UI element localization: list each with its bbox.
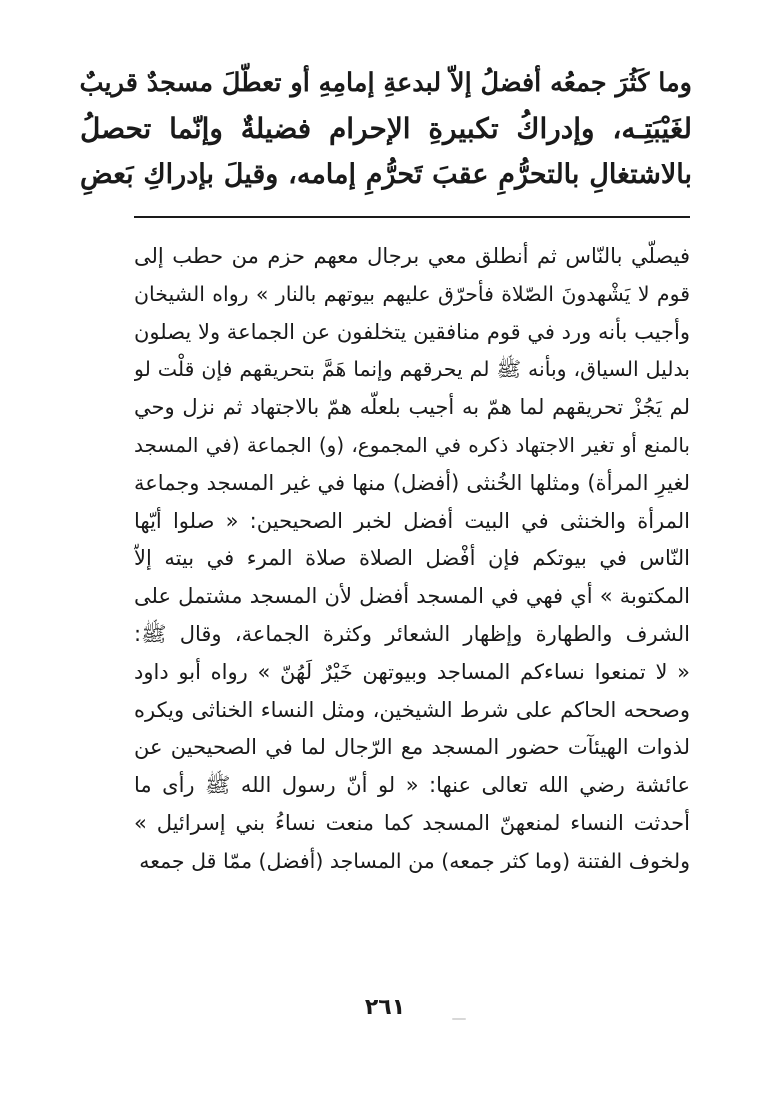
page-number: ٢٦١: [364, 995, 406, 1020]
sharh-line: المرأة والخنثى في البيت أفضل لخبر الصحيحين: « صلوا أيّها: [134, 508, 690, 533]
sharh-line: النّاس في بيوتكم فإن أفْضل الصلاة صلاة المرء في بيته إلاّ: [134, 546, 690, 571]
sharh-line: لذوات الهيئآت حضور المسجد مع الرّجال لما في الصحيحين عن: [134, 735, 690, 760]
matn-line: وما كَثُرَ جمعُه أفضلُ إلاّ لبدعةِ إمامِهِ أو تعطّلَ مسجدٌ قريبٌ: [80, 68, 692, 98]
sharh-line: وأجيب بأنه ورد في قوم منافقين يتخلفون عن الجماعة ولا يصلون: [134, 319, 690, 344]
sharh-line: بدليل السياق، وبأنه ﷺ لم يحرقهم وإنما هَمَّ بتحريقهم فإن قلْت لو: [134, 357, 690, 382]
sharh-line: « لا تمنعوا نساءكم المساجد وبيوتهن خَيْرٌ لَهُنّ » رواه أبو داود: [134, 659, 690, 684]
sharh-line: لغيرِ المرأة) ومثلها الخُنثى (أفضل) منها في غير المسجد وجماعة: [134, 470, 690, 495]
matn-text: [80, 60, 692, 198]
scan-smudge: [452, 1018, 466, 1020]
matn-line: بالاشتغالِ بالتحرُّمِ عقبَ تَحرُّمِ إمامه، وقيلَ بإدراكِ بَعضِ: [80, 159, 692, 190]
sharh-line: أحدثت النساء لمنعهنّ المسجد كما منعت نساءُ بني إسرائيل »: [134, 810, 690, 835]
sharh-line: المكتوبة » أي فهي في المسجد أفضل لأن المسجد مشتمل على: [134, 584, 690, 609]
sharh-line: الشرف والطهارة وإظهار الشعائر وكثرة الجماعة، وقال ﷺ:: [134, 621, 690, 646]
sharh-line: فيصلّي بالنّاس ثم أنطلق معي برجال معهم حزم من حطب إلى: [134, 244, 690, 268]
matn-line: لغَيْبَتِـه، وإدراكُ تكبيرةِ الإحرام فضيلةٌ وإنّما تحصلُ: [80, 112, 692, 145]
sharh-line: قوم لا يَشْهدونَ الصّلاة فأحرّق عليهم بيوتهم بالنار » رواه الشيخان: [134, 281, 690, 306]
sharh-line: وصححه الحاكم على شرط الشيخين، ومثل النساء الخناثى ويكره: [134, 697, 690, 722]
sharh-line: ولخوف الفتنة (وما كثر جمعه) من المساجد (أفضل) ممّا قل جمعه: [139, 848, 690, 873]
sharh-line: عائشة رضي الله تعالى عنها: « لو أنّ رسول الله ﷺ رأى ما: [134, 773, 690, 798]
separator-rule: [134, 216, 690, 218]
sharh-line: لم يَجُزْ تحريقهم لما همّ به أجيب بلعلّه همّ بالاجتهاد ثم نزل وحي: [134, 395, 690, 420]
sharh-text: [134, 238, 690, 881]
sharh-line: بالمنع أو تغير الاجتهاد ذكره في المجموع، (و) الجماعة (في المسجد: [134, 432, 690, 457]
